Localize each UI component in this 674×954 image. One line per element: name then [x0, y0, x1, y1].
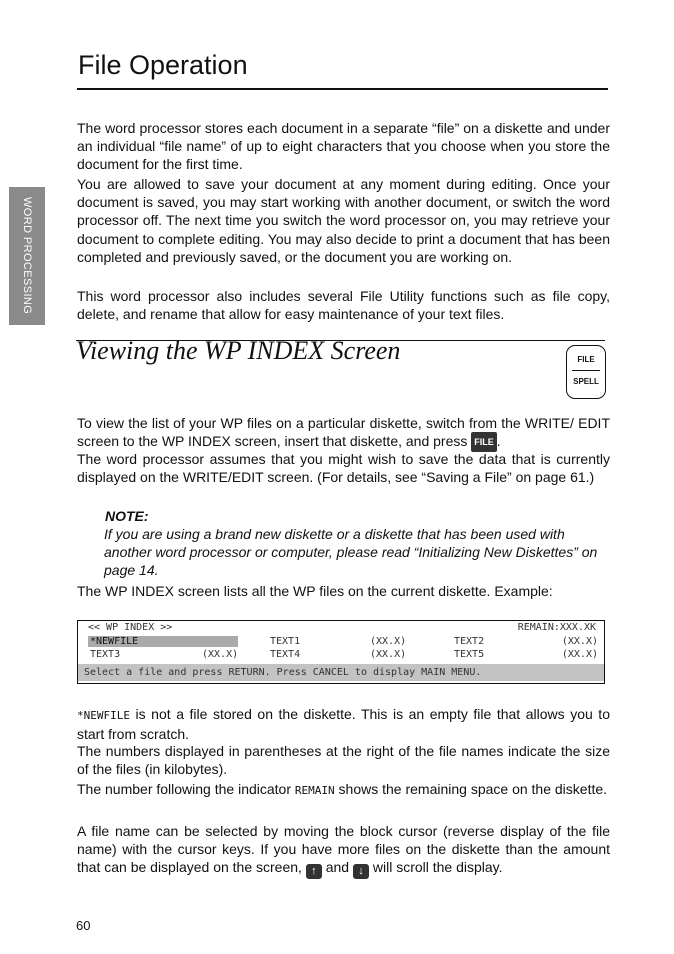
page-title: File Operation — [78, 50, 248, 80]
note-label: NOTE: — [105, 508, 149, 524]
file-entry-size: (XX.X) — [561, 636, 598, 647]
key-icon-top: FILE — [577, 355, 595, 364]
file-entry-name: TEXT1 — [270, 636, 301, 647]
file-entry-name: TEXT4 — [270, 649, 301, 660]
file-key-icon: FILE — [471, 432, 497, 452]
key-icon-bottom: SPELL — [573, 377, 599, 386]
file-entry-newfile: *NEWFILE — [88, 636, 238, 647]
screen-header — [78, 622, 604, 636]
view-text-a: To view the list of your WP files on a particular diskette, switch from the WRITE/ EDIT screen to the WP INDEX screen, insert that diskette, and press — [77, 415, 610, 450]
screen-row-1 — [78, 636, 604, 650]
screen-row-2 — [78, 649, 604, 663]
after-text-3b: shows the remaining space on the diskette. — [334, 781, 608, 797]
file-entry-name: TEXT3 — [90, 649, 121, 660]
intro-paragraph-2: You are allowed to save your document at any moment during editing. Once your document is saved, you may start working with another document, or switch the word processor off. The next time you switch the word processor on, you may retrieve your document to complete editing. You may also decide to print a document that has been completed and previously saved, or the document you are working on. — [77, 176, 610, 265]
key-icon-divider — [572, 370, 600, 371]
screen-header-title: << WP INDEX >> — [88, 622, 173, 633]
screen-remain: REMAIN:XXX.XK — [517, 622, 596, 633]
after-paragraph-4 — [77, 822, 610, 879]
view-paragraph-2: The word processor assumes that you might wish to save the data that is currently displayed on the WRITE/EDIT screen. (For details, see “Saving a File” on page 61.) — [77, 451, 610, 486]
view-text-b: . — [496, 433, 501, 450]
file-entry-size: (XX.X) — [202, 649, 239, 660]
after-text-1: is not a file stored on the diskette. This is an empty file that allows you to start from scratch. — [77, 706, 610, 743]
screen-message-bar: Select a file and press RETURN. Press CANCEL to display MAIN MENU. — [78, 664, 604, 681]
page-number: 60 — [76, 918, 91, 933]
intro-paragraph-3: This word processor also includes several File Utility functions such as file copy, delete, and rename that allow for easy maintenance of your text files. — [77, 288, 610, 323]
side-tab-label: WORD PROCESSING — [21, 197, 33, 315]
view-paragraph-1 — [77, 414, 610, 452]
file-entry-name: TEXT5 — [454, 649, 485, 660]
example-intro: The WP INDEX screen lists all the WP files on the current diskette. Example: — [77, 583, 553, 599]
newfile-code: *NEWFILE — [77, 709, 130, 722]
title-rule — [77, 88, 608, 90]
file-entry-size: (XX.X) — [561, 649, 598, 660]
after-text-4b: will scroll the display. — [372, 859, 503, 876]
note-text: If you are using a brand new diskette or a diskette that has been used with another word processor or computer, please read “Initializing New Diskettes” on page 14. — [104, 526, 598, 579]
remain-code: REMAIN — [294, 784, 335, 797]
up-arrow-key-icon: ↑ — [306, 864, 322, 879]
file-spell-key-icon — [566, 345, 606, 399]
section-title: Viewing the WP INDEX Screen — [76, 336, 401, 365]
after-text-4and: and — [325, 859, 350, 876]
intro-paragraph-1: The word processor stores each document in a separate “file” on a diskette and under an individual “file name” of up to eight characters that you choose when you store the document for the first time. — [77, 120, 610, 173]
file-entry-name: TEXT2 — [454, 636, 485, 647]
after-text-4a: A file name can be selected by moving the block cursor (reverse display of the file name) with the cursor keys. If you have more files on the diskette than the amount that can be displayed on the screen, — [77, 823, 610, 876]
file-entry-size: (XX.X) — [370, 636, 407, 647]
after-paragraph-1 — [77, 705, 610, 743]
file-entry-size: (XX.X) — [370, 649, 407, 660]
after-paragraph-3 — [77, 780, 610, 800]
section-rule-right — [440, 340, 605, 341]
after-text-3a: The number following the indicator — [77, 781, 295, 797]
down-arrow-key-icon: ↓ — [353, 864, 369, 879]
side-tab — [9, 187, 45, 325]
after-paragraph-2: The numbers displayed in parentheses at the right of the file names indicate the size of the files (in kilobytes). — [77, 743, 610, 778]
wp-index-screen-example — [77, 620, 605, 684]
